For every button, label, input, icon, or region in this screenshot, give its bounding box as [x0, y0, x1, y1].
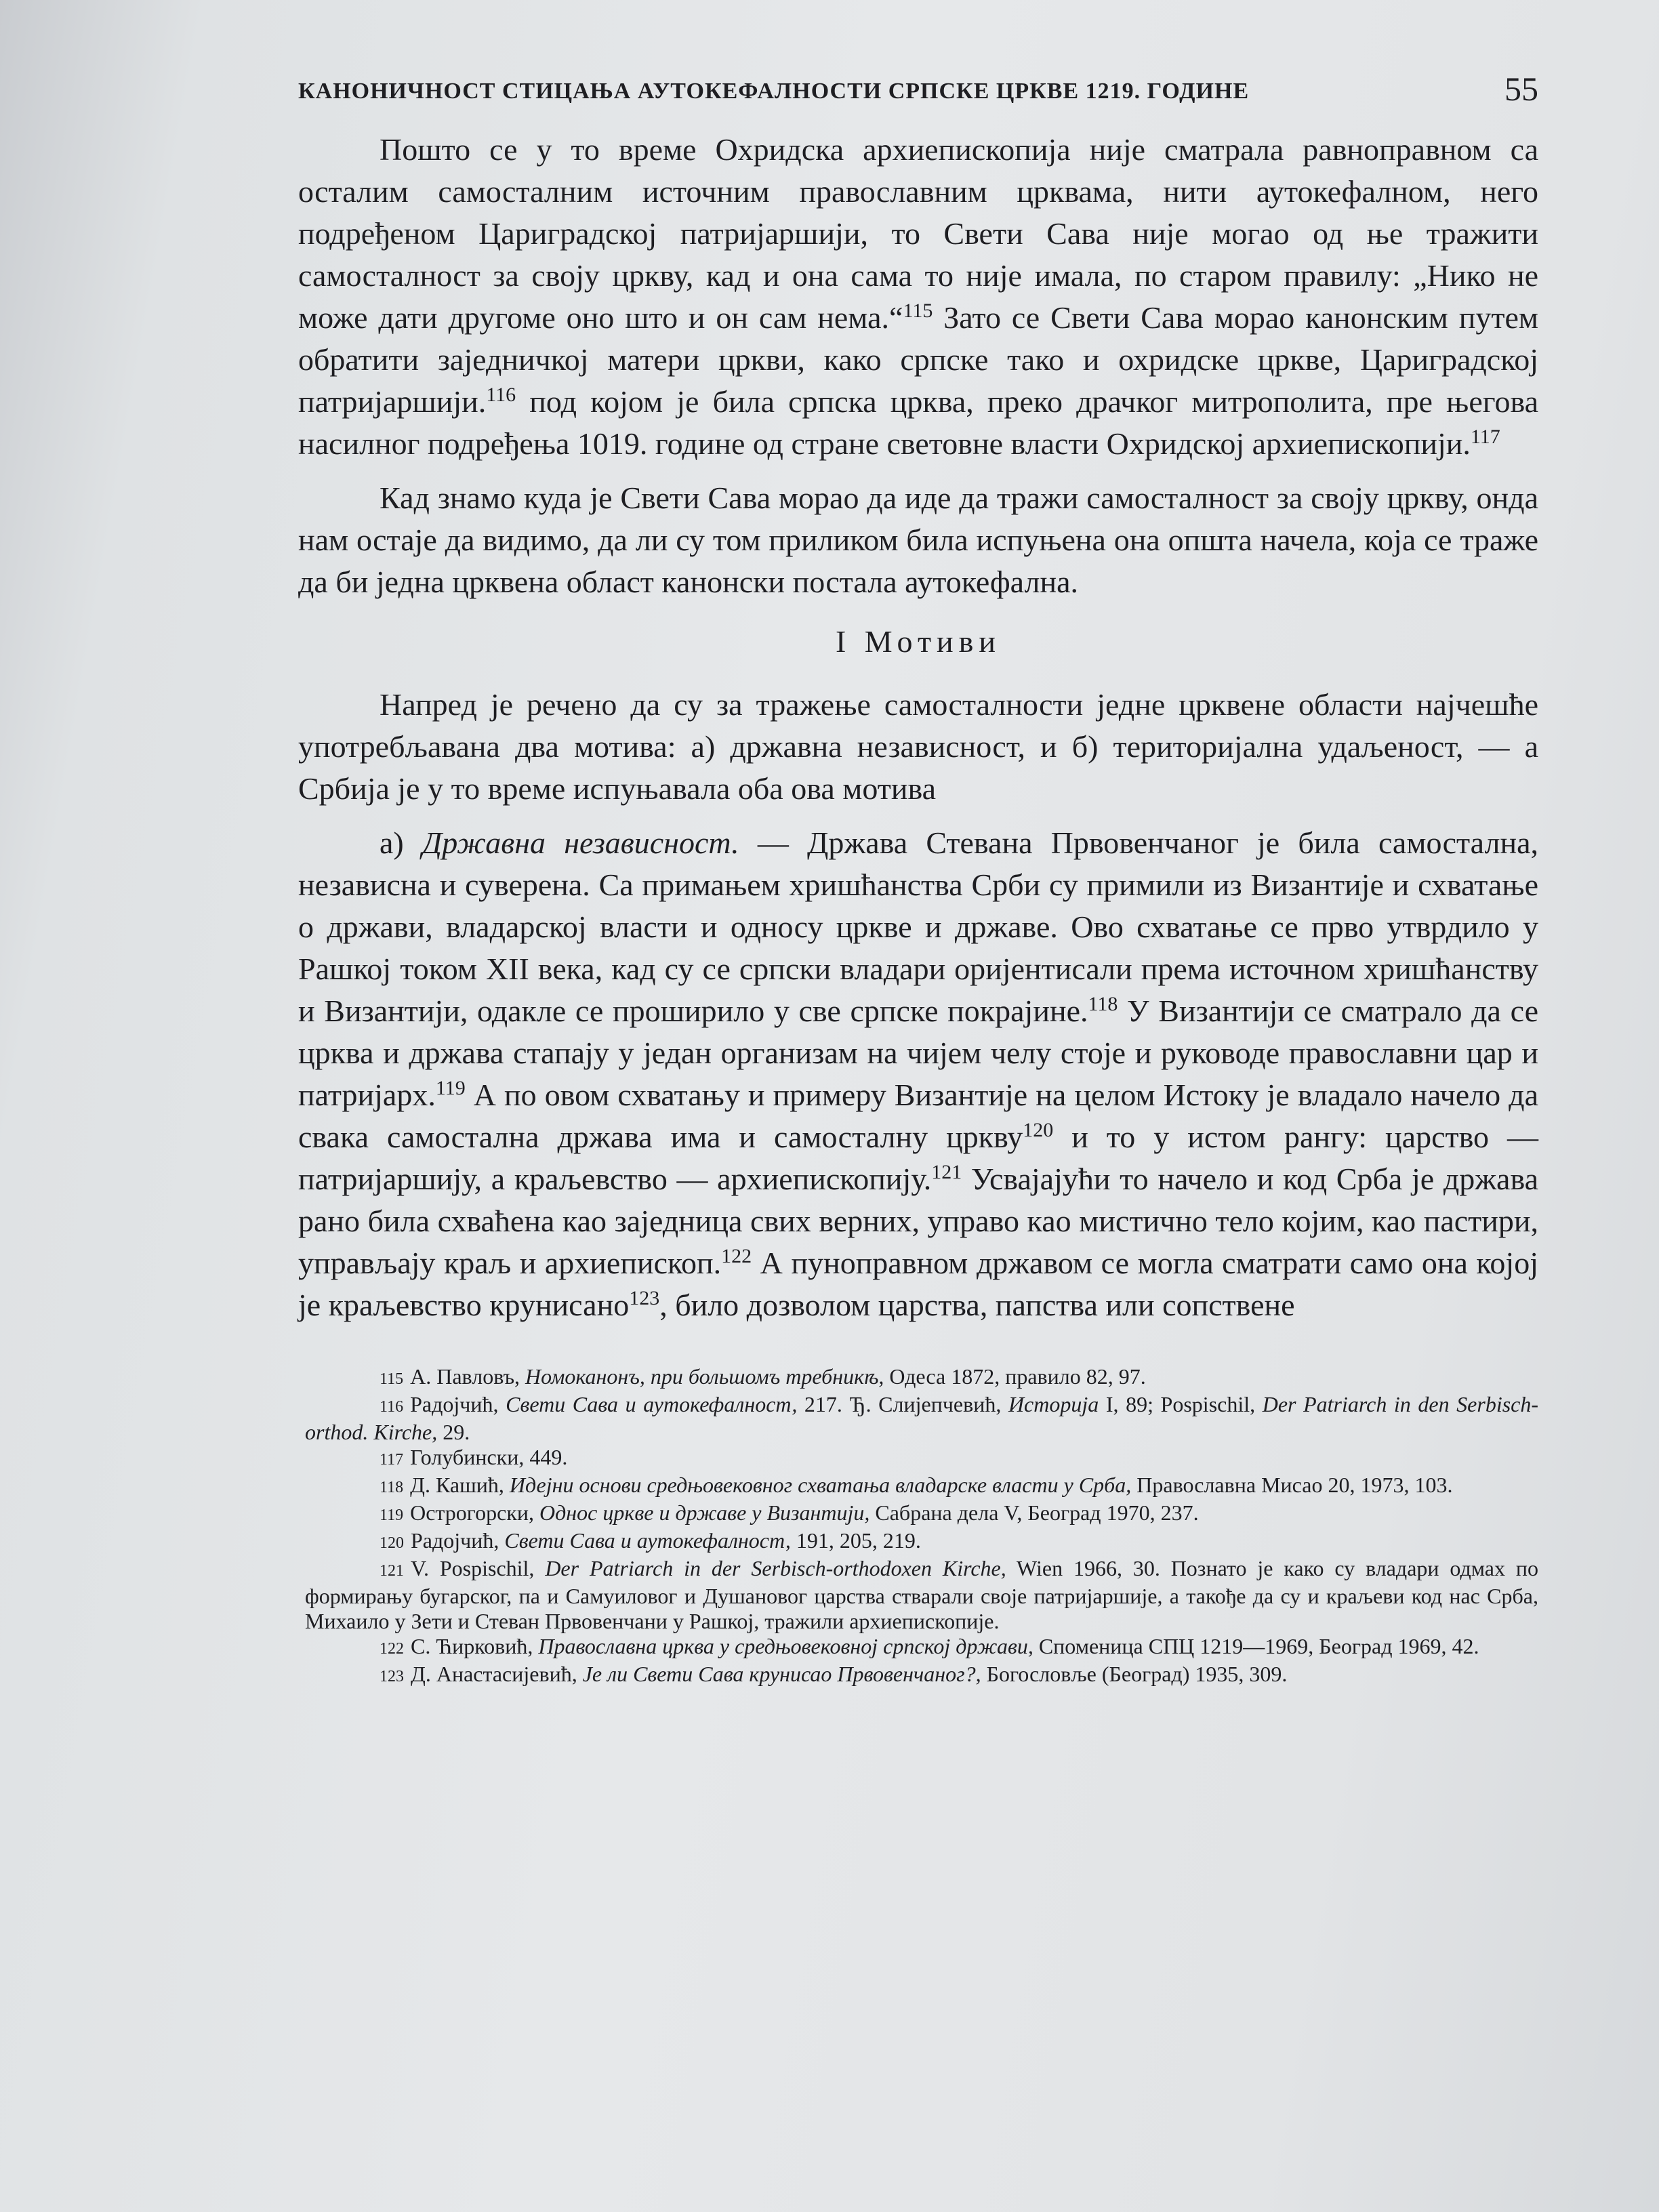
footnote: 120 Радојчић, Свети Сава и аутокефалност, 191, 205, 219.: [380, 1528, 921, 1553]
paragraph-4-italic-heading: Државна независност.: [422, 825, 739, 860]
paragraph-1-text-c: под којом је била српска црква, преко драчког митрополита, пре његова насилног подређења 1019. године од стране световне власти Охридској архиепископији.: [298, 384, 1538, 461]
footnote-ref: 123: [629, 1287, 660, 1309]
footnote: 117 Голубински, 449.: [380, 1445, 568, 1469]
paragraph-4-text: Усвајајући то начело и код Срба је држава рано била схваћена као заједница свих верних, управо као мистично тело којим, као пастири, управљају краљ и архиепископ.: [298, 1162, 1539, 1280]
paragraph-4: [298, 822, 1538, 1326]
footnote: 119 Острогорски, Однос цркве и државе у Византији, Сабрана дела V, Београд 1970, 237.: [380, 1500, 1199, 1525]
paragraph-2: Кад знамо куда је Свети Сава морао да иде да тражи самосталност за своју цркву, онда нам остаје да видимо, да ли су том приликом била испуњена она општа начела, која се траже да би једна црквена област канонски постала аутокефална.: [298, 480, 1538, 599]
paragraph-4-text: , било дозволом царства, папства или сопствене: [659, 1288, 1295, 1322]
paragraph-4-text: А по овом схватању и примеру Византије на целом Истоку је владало начело да свака самостална држава има и самосталну цркву: [298, 1078, 1538, 1154]
footnote: 121 V. Pospischil, Der Patriarch in der Serbisch-orthodoxen Kirche, Wien 1966, 30. Познато је како су владари одмах по формирању бугарског, па и Самуиловог и Душановог царства стварали своје патријаршије, а такође да су и краљеви код нас Срба, Михаило у Зети и Стеван Првовенчани у Рашкој, тражили архиепископије.: [305, 1556, 1539, 1633]
footnote-ref: 117: [1470, 426, 1500, 448]
paragraph-1: [298, 129, 1538, 465]
footnotes: [298, 1364, 1538, 1689]
paragraph-4-text: А пуноправном државом се могла сматрати само она којој је краљевство крунисано: [298, 1246, 1538, 1322]
footnote: 118 Д. Кашић, Идејни основи средњовековног схватања владарске власти у Срба, Православна Мисао 20, 1973, 103.: [380, 1473, 1453, 1497]
footnote-ref: 118: [1088, 993, 1118, 1015]
running-head-title: КАНОНИЧНОСТ СТИЦАЊА АУТОКЕФАЛНОСТИ СРПСКЕ ЦРКВЕ 1219. ГОДИНЕ: [298, 79, 1250, 104]
paragraph-4-label: а): [380, 825, 422, 860]
paragraph-4-text: и то у истом рангу: царство — патријаршију, а краљевство — архиепископију.: [298, 1120, 1538, 1196]
footnote-ref: 122: [721, 1245, 752, 1267]
footnote-ref: 121: [931, 1161, 962, 1183]
running-head: [298, 68, 1538, 129]
paragraph-1-text: Пошто се у то време Охридска архиепископија није сматрала равноправном са осталим самосталним источним православним црквама, нити аутокефалном, него подређеном Цариградској патријаршији, то Свети Сава није могао од ње тражити самосталност за своју цркву, кад и она сама то није имала, по старом правилу: „Нико не може дати другоме оно што и он сам нема.“: [298, 132, 1538, 335]
section-heading: I Мотиви: [835, 624, 1002, 659]
footnote: 115 А. Павловъ, Номоканонъ, при большомъ требникѣ, Одеса 1872, правило 82, 97.: [380, 1364, 1146, 1389]
paragraph-4-text: У Византији се сматрало да се црква и држава стапају у један организам на чијем челу стоје и руководе православни цар и патријарх.: [298, 994, 1539, 1112]
footnote-ref: 119: [435, 1077, 466, 1099]
footnote: 123 Д. Анастасијевић, Је ли Свети Сава крунисао Првовенчаног?, Богословље (Београд) 1935, 309.: [380, 1662, 1288, 1686]
footnote: 122 С. Ћирковић, Православна црква у средњовековној српској држави, Споменица СПЦ 1219—1969, Београд 1969, 42.: [380, 1634, 1479, 1658]
paragraph-1-text-b: Зато се Свети Сава морао канонским путем обратити заједничкој матери цркви, како српске тако и охридске цркве, Цариградској патријаршији.: [298, 300, 1539, 419]
text-column: [298, 68, 1538, 1689]
page-number: 55: [1504, 70, 1538, 108]
footnote: 116 Радојчић, Свети Сава и аутокефалност, 217. Ђ. Слијепчевић, Историја I, 89; Pospischil, Der Patriarch in den Serbisch-orthod. Kirche, 29.: [305, 1392, 1539, 1444]
footnote-ref: 120: [1023, 1119, 1054, 1141]
footnote-ref: 115: [903, 300, 933, 322]
footnote-ref: 116: [486, 384, 516, 406]
paragraph-3: Напред је речено да су за тражење самосталности једне црквене области најчешће употребљавана два мотива: а) државна независност, и б) територијална удаљеност, — а Србија је у то време испуњавала оба ова мотива: [298, 687, 1538, 806]
paragraph-4-text: — Држава Стевана Првовенчаног је била самостална, независна и суверена. Са примањем хришћанства Срби су примили из Византије и схватање о држави, владарској власти и односу цркве и државе. Ово схватање се прво утврдило у Рашкој током XII века, кад су се српски владари оријентисали према источном хришћанству и Византији, одакле се проширило у све српске покрајине.: [298, 825, 1538, 1028]
